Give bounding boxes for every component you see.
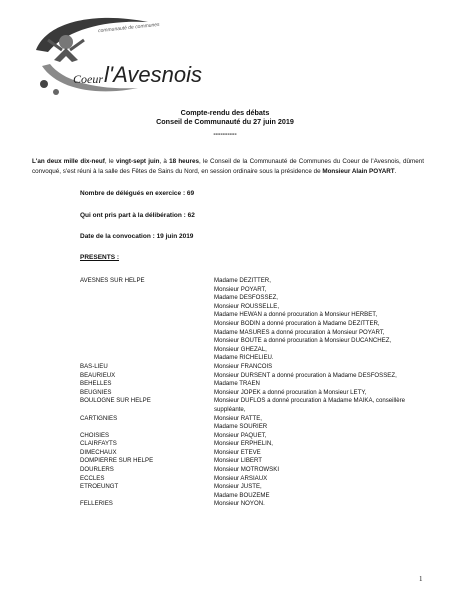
member-name: Monsieur JUSTE, <box>214 483 262 491</box>
member-name: Madame SOURIER <box>214 423 268 431</box>
member-name: Monsieur ETEVE <box>214 448 261 456</box>
attendance-row <box>80 457 420 466</box>
attendance-row <box>80 466 420 475</box>
commune-name: BAS-LIEU <box>80 362 108 370</box>
commune-name: FELLERIES <box>80 500 113 508</box>
logo-top-text: communauté de communes <box>97 21 160 35</box>
page-number: 1 <box>419 575 423 583</box>
attendance-row <box>80 397 420 414</box>
attendance-row <box>80 277 420 286</box>
commune-name <box>80 337 214 346</box>
member-name: Monsieur ERPHELIN, <box>214 440 273 448</box>
member-name: Madame HEWAN a donné procuration à Monsieur HERBET, <box>214 311 378 319</box>
commune-name <box>80 311 214 320</box>
member-name: Monsieur ARSIAUX <box>214 474 268 482</box>
attendance-row <box>80 440 420 449</box>
deliberation-count: Qui ont pris part à la délibération : 62 <box>80 212 195 219</box>
commune-name: BOULOGNE SUR HELPE <box>80 397 151 405</box>
attendance-row <box>80 492 420 501</box>
member-name: Madame RICHELIEU. <box>214 354 274 362</box>
commune-name: DIMECHAUX <box>80 448 117 456</box>
attendance-row <box>80 363 420 372</box>
attendance-row <box>80 286 420 295</box>
member-name: Madame MASURES a donné procuration à Monsieur POYART, <box>214 328 385 336</box>
attendance-row <box>80 346 420 355</box>
commune-name: ETROEUNGT <box>80 483 119 491</box>
commune-name: AVESNES SUR HELPE <box>80 277 145 284</box>
member-name: Madame BOUZEME <box>214 491 270 499</box>
commune-name: BEUGNIES <box>80 388 112 396</box>
attendance-row <box>80 329 420 338</box>
attendance-row <box>80 337 420 346</box>
member-name: Monsieur FRANCOIS <box>214 362 273 370</box>
attendance-row <box>80 500 420 509</box>
attendance-row <box>80 389 420 398</box>
member-name: Monsieur BOUTE a donné procuration à Monsieur DUCANCHEZ, <box>214 337 392 345</box>
member-name: Monsieur NOYON. <box>214 500 265 508</box>
member-name: Monsieur MOTROWSKI <box>214 466 280 474</box>
commune-name <box>80 303 214 312</box>
attendance-row <box>80 475 420 484</box>
member-name: Monsieur BODIN a donné procuration à Madame DEZITTER, <box>214 319 380 327</box>
attendance-row <box>80 311 420 320</box>
attendance-row <box>80 320 420 329</box>
member-name: Monsieur DUFLOS a donné procuration à Madame MAIKA, conseillère suppléante, <box>214 397 406 413</box>
attendance-row <box>80 423 420 432</box>
separator: ---------- <box>213 131 237 138</box>
attendance-row <box>80 380 420 389</box>
member-name: Madame TRAEN <box>214 380 260 388</box>
commune-name <box>80 329 214 338</box>
commune-name: ECCLES <box>80 474 105 482</box>
commune-name <box>80 346 214 355</box>
document-subtitle: Conseil de Communauté du 27 juin 2019 <box>156 117 294 126</box>
document-title: Compte-rendu des débats <box>180 108 270 117</box>
member-name: Monsieur JOPEK a donné procuration à Monsieur LETY, <box>214 388 367 396</box>
member-name: Monsieur ROUSSELLE, <box>214 302 280 310</box>
attendance-row <box>80 354 420 363</box>
commune-name <box>80 294 214 303</box>
commune-name <box>80 354 214 363</box>
member-name: Madame DEZITTER, <box>214 277 271 284</box>
member-name: Madame DESFOSSEZ, <box>214 294 279 302</box>
attendance-row <box>80 415 420 424</box>
commune-name <box>80 492 214 501</box>
commune-name: BEHELLES <box>80 380 112 388</box>
attendance-row <box>80 449 420 458</box>
commune-name: DOMPIERRE SUR HELPE <box>80 457 154 465</box>
attendance-row <box>80 303 420 312</box>
intro-paragraph: L'an deux mille dix-neuf, le vingt-sept juin, à 18 heures, le Conseil de la Communauté de Communes du Coeur de l'Avesnois, dûment convoqué, s'est réuni à la salle des Fêtes de Sains du Nord, en session ordinaire sous la présidence de Monsieur Alain POYART. <box>32 158 424 175</box>
commune-name <box>80 423 214 432</box>
community-logo <box>28 10 202 98</box>
attendance-row <box>80 294 420 303</box>
commune-name: BEAURIEUX <box>80 371 116 379</box>
member-name: Monsieur GHEZAL, <box>214 345 267 353</box>
delegates-count: Nombre de délégués en exercice : 69 <box>80 190 195 197</box>
member-name: Monsieur POYART, <box>214 285 267 293</box>
attendance-row <box>80 372 420 381</box>
commune-name: DOURLERS <box>80 466 114 474</box>
presents-heading: PRESENTS : <box>80 254 120 261</box>
convocation-date: Date de la convocation : 19 juin 2019 <box>80 233 194 240</box>
member-name: Monsieur LIBERT <box>214 457 262 465</box>
member-name: Monsieur RATTE, <box>214 414 262 422</box>
logo-coeur-text: Coeur <box>73 72 103 86</box>
attendance-list <box>80 277 420 509</box>
member-name: Monsieur DURSENT a donné procuration à Madame DESFOSSEZ, <box>214 371 397 379</box>
attendance-row <box>80 483 420 492</box>
commune-name <box>80 320 214 329</box>
logo-avesnois-text: l'Avesnois <box>104 62 202 87</box>
commune-name <box>80 286 214 295</box>
commune-name: CARTIGNIES <box>80 414 118 422</box>
commune-name: CHOISIES <box>80 431 110 439</box>
attendance-row <box>80 432 420 441</box>
member-name: Monsieur PAQUET, <box>214 431 267 439</box>
commune-name: CLAIRFAYTS <box>80 440 117 448</box>
